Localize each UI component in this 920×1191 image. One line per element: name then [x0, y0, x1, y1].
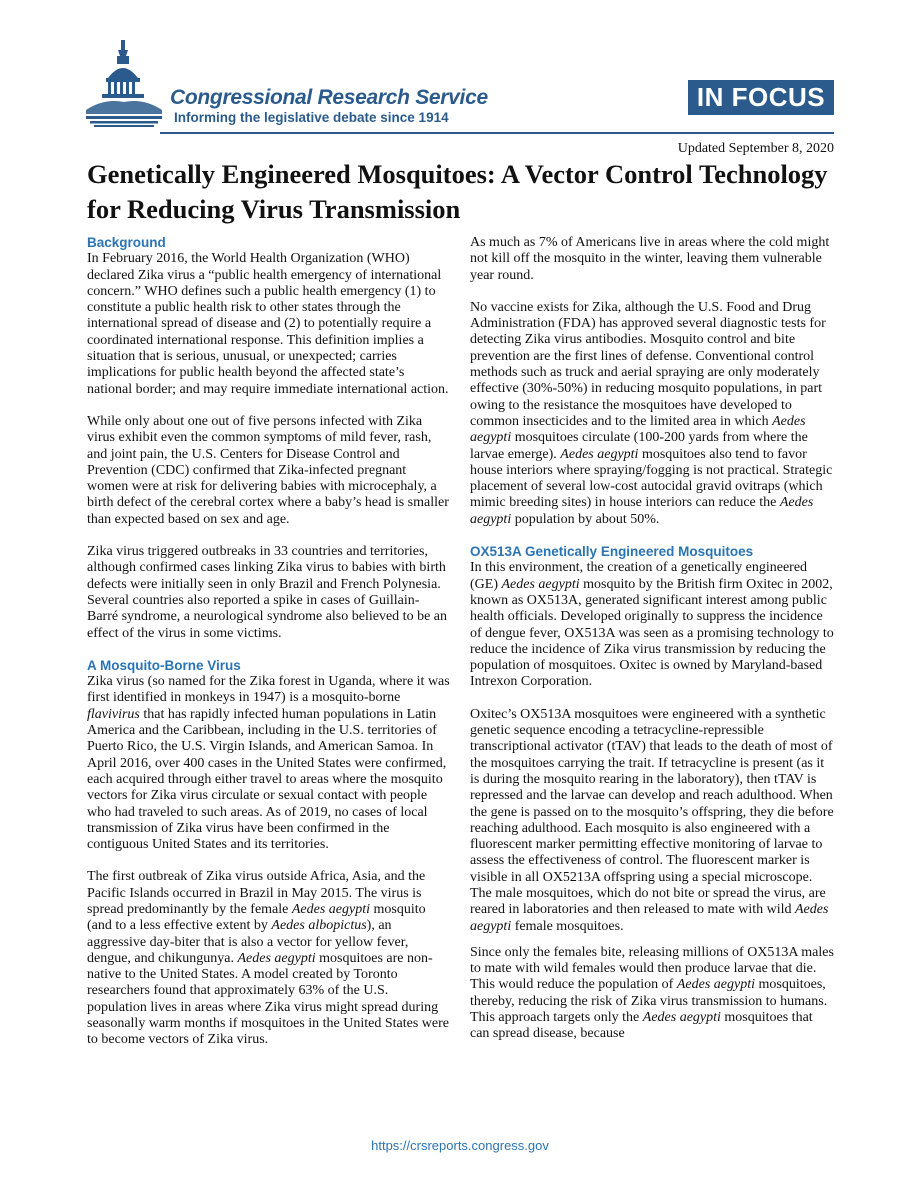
paragraph: Since only the females bite, releasing millions of OX513A males to mate with wild females would then produce larvae that die. This would reduce the population of Aedes aegypti mosquitoes, thereby, reducing the risk of Zika virus transmission to humans. This approach targets only the Aedes aegypti mosquitoes that can spread disease, because	[470, 944, 834, 1042]
paragraph: In February 2016, the World Health Organization (WHO) declared Zika virus a “public health emergency of international concern.” WHO defines such a public health emergency (1) to constitute a public health risk to other states through the international spread of disease and (2) to potentially require a coordinated international response. This definition implies a situation that is serious, unusual, or unexpected; carries implications for public health beyond the affected state’s national border; and may require immediate international action.	[87, 251, 449, 397]
left-column	[87, 235, 450, 1065]
updated-date: Updated September 8, 2020	[677, 141, 834, 156]
paragraph: Oxitec’s OX513A mosquitoes were engineered with a synthetic genetic sequence encoding a tetracycline-repressible transcriptional activator (tTAV) that leads to the death of most of the mosquitoes carrying the trait. If tetracycline is present (as it is during the mosquito rearing in the laboratory), then tTAV is repressed and the larvae can develop and reach adulthood. When the gene is passed on to the mosquito’s offspring, they die before reaching adulthood. Each mosquito is also engineered with a fluorescent marker permitting effective monitoring of larvae to assess the effectiveness of control. The fluorescent marker is visible in all OX5213A offspring using a special microscope. The male mosquitoes, which do not bite or spread the virus, are reared in laboratories and then released to mate with wild Aedes aegypti female mosquitoes.	[470, 706, 834, 934]
in-focus-badge: IN FOCUS	[688, 80, 834, 115]
org-tagline: Informing the legislative debate since 1914	[174, 110, 449, 125]
page-title: Genetically Engineered Mosquitoes: A Vector Control Technology for Reducing Virus Transmission	[87, 159, 828, 224]
capitol-dome-icon	[84, 40, 164, 128]
report-header	[0, 0, 920, 132]
right-column	[470, 235, 834, 1059]
section-heading-background: Background	[87, 235, 166, 250]
paragraph: The first outbreak of Zika virus outside Africa, Asia, and the Pacific Islands occurred in Brazil in May 2015. The virus is spread predominantly by the female Aedes aegypti mosquito (and to a less effective extent by Aedes albopictus), an aggressive day-biter that is also a vector for yellow fever, dengue, and chikungunya. Aedes aegypti mosquitoes are non-native to the United States. A model created by Toronto researchers found that approximately 63% of the U.S. population lives in areas where Zika virus might spread during seasonally warm months if mosquitoes in the United States were to become vectors of Zika virus.	[87, 869, 449, 1048]
org-name: Congressional Research Service	[170, 86, 488, 109]
paragraph: As much as 7% of Americans live in areas where the cold might not kill off the mosquito in the winter, leaving them vulnerable year round.	[470, 235, 830, 283]
paragraph: Zika virus triggered outbreaks in 33 countries and territories, although confirmed cases linking Zika virus to babies with birth defects were initially seen in only Brazil and French Polynesia. Several countries also reported a spike in cases of Guillain-Barré syndrome, a neurological syndrome also believed to be an effect of the virus in some victims.	[87, 544, 447, 641]
section-heading-ox513a: OX513A Genetically Engineered Mosquitoes	[470, 544, 754, 560]
paragraph: In this environment, the creation of a genetically engineered (GE) Aedes aegypti mosquito by the British firm Oxitec in 2002, known as OX513A, generated significant interest among public health officials. Developed originally to suppress the incidence of dengue fever, OX513A was seen as a promising technology to reduce the incidence of Zika virus transmission by reducing the population of mosquitoes. Oxitec is owned by Maryland-based Intrexon Corporation.	[470, 560, 834, 690]
paragraph: While only about one out of five persons infected with Zika virus exhibit even the common symptoms of mild fever, rash, and joint pain, the U.S. Centers for Disease Control and Prevention (CDC) confirmed that Zika-infected pregnant women were at risk for delivering babies with microcephaly, a birth defect of the cerebral cortex where a baby’s head is smaller than expected based on sex and age.	[87, 413, 449, 527]
paragraph: No vaccine exists for Zika, although the U.S. Food and Drug Administration (FDA) has approved several diagnostic tests for detecting Zika virus antibodies. Mosquito control and bite prevention are the first lines of defense. Conventional control methods such as truck and aerial spraying are only moderately effective (30%-50%) in reducing mosquito populations, in part owing to the resistance the mosquitoes have developed to common insecticides and to the limited area in which Aedes aegypti mosquitoes circulate (100-200 yards from where the larvae emerge). Aedes aegypti mosquitoes also tend to favor house interiors where spraying/fogging is not practical. Strategic placement of several low-cost autocidal gravid ovitraps (which mimic breeding sites) in house interiors can reduce the Aedes aegypti population by about 50%.	[470, 299, 833, 527]
paragraph: Zika virus (so named for the Zika forest in Uganda, where it was first identified in monkeys in 1947) is a mosquito-borne flavivirus that has rapidly infected human populations in Latin America and the Caribbean, including in the U.S. territories of Puerto Rico, the U.S. Virgin Islands, and American Samoa. In April 2016, over 400 cases in the United States were confirmed, each acquired through either travel to areas where the mosquito vectors for Zika virus circulate or sexual contact with people who had traveled to such areas. As of 2019, no cases of local transmission of Zika virus have been confirmed in the contiguous United States and its territories.	[87, 674, 450, 853]
footer-url-link[interactable]: https://crsreports.congress.gov	[371, 1138, 549, 1153]
section-heading-mosquito-borne: A Mosquito-Borne Virus	[87, 657, 241, 673]
header-divider	[160, 132, 834, 134]
